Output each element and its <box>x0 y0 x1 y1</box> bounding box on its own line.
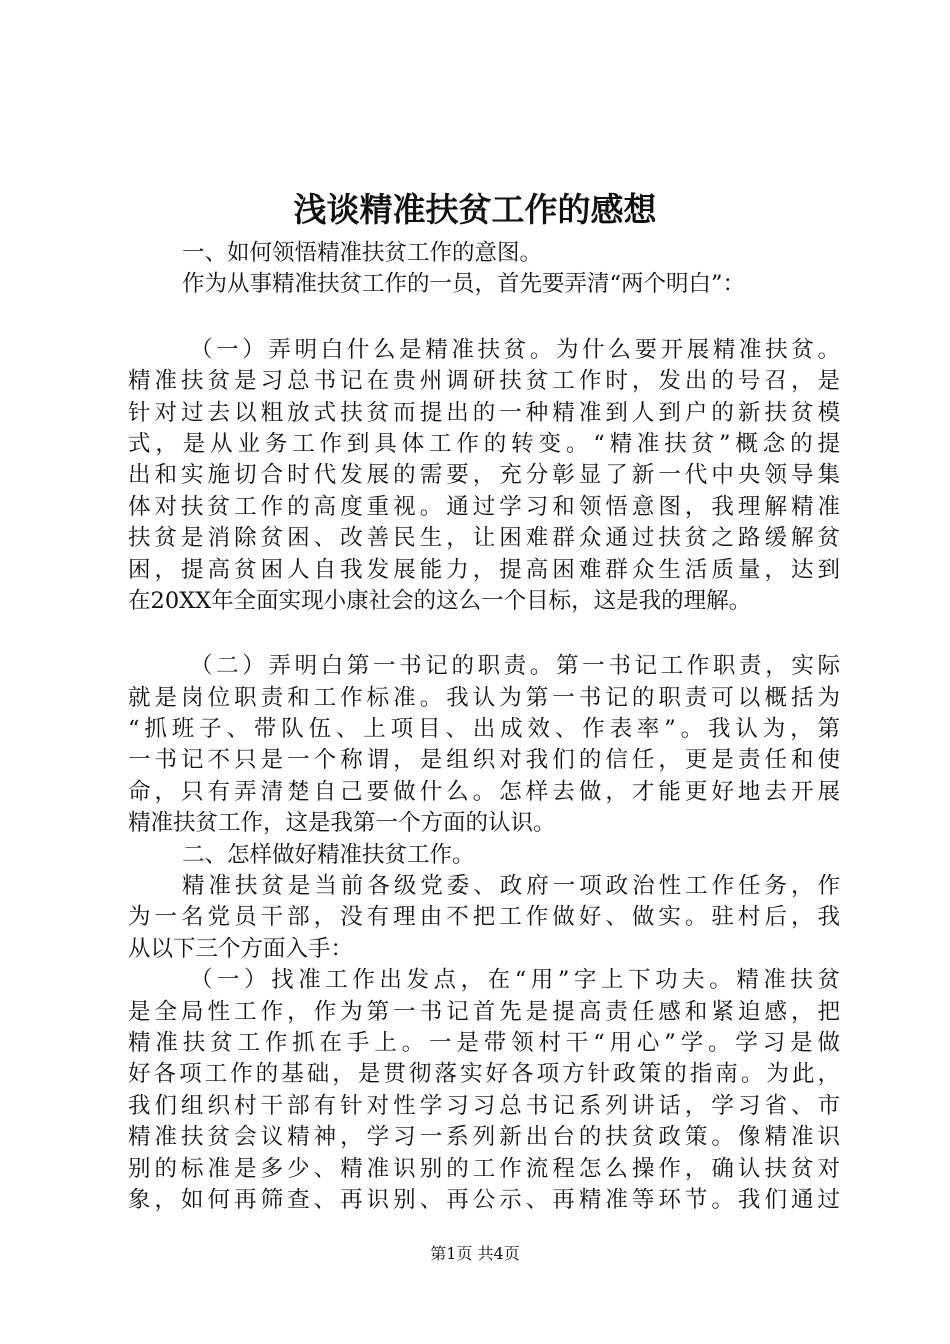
paragraph-line: （二）弄明白第一书记的职责。第一书记工作职责，实际 <box>190 653 840 680</box>
paragraph-gap <box>128 301 840 335</box>
paragraph-gap <box>128 617 840 651</box>
page-number-footer: 第1页 共4页 <box>430 1244 520 1263</box>
paragraph-line: 作为从事精准扶贫工作的一员，首先要弄清“两个明白”： <box>182 271 746 298</box>
paragraph-line: 出和实施切合时代发展的需要，充分彰显了新一代中央领导集 <box>128 462 840 489</box>
paragraph-line: 式，是从业务工作到具体工作的转变。“精准扶贫”概念的提 <box>128 430 840 457</box>
paragraph-line: 精准扶贫会议精神，学习一系列新出台的扶贫政策。像精准识 <box>128 1124 840 1151</box>
paragraph-line: 为一名党员干部，没有理由不把工作做好、做实。驻村后，我 <box>128 904 840 931</box>
paragraph-line: 是全局性工作，作为第一书记首先是提高责任感和紧迫感，把 <box>128 998 840 1025</box>
paragraph-line: 困，提高贫困人自我发展能力，提高困难群众生活质量，达到 <box>128 556 840 583</box>
paragraph-line: 精准扶贫是当前各级党委、政府一项政治性工作任务，作 <box>182 873 840 900</box>
document-body <box>128 238 840 1216</box>
paragraph-line: 命，只有弄清楚自己要做什么。怎样去做，才能更好地去开展 <box>128 778 840 805</box>
paragraph-line: 我们组织村干部有针对性学习习总书记系列讲话，学习省、市 <box>128 1092 840 1119</box>
paragraph-line: 精准扶贫工作抓在手上。一是带领村干“用心”学。学习是做 <box>128 1029 840 1056</box>
paragraph-line: “抓班子、带队伍、上项目、出成效、作表率”。我认为，第 <box>128 716 840 743</box>
heading-1: 一、如何领悟精准扶贫工作的意图。 <box>182 240 543 266</box>
paragraph-line: （一）找准工作出发点，在“用”字上下功夫。精准扶贫 <box>190 967 840 994</box>
paragraph-line: 别的标准是多少、精准识别的工作流程怎么操作，确认扶贫对 <box>128 1155 840 1182</box>
heading-2: 二、怎样做好精准扶贫工作。 <box>182 841 475 868</box>
paragraph-line: 就是岗位职责和工作标准。我认为第一书记的职责可以概括为 <box>128 684 840 711</box>
paragraph-line: 体对扶贫工作的高度重视。通过学习和领悟意图，我理解精准 <box>128 493 840 520</box>
paragraph-line: 扶贫是消除贫困、改善民生，让困难群众通过扶贫之路缓解贫 <box>128 525 840 552</box>
paragraph-line: 好各项工作的基础，是贯彻落实好各项方针政策的指南。为此， <box>128 1061 840 1088</box>
paragraph-line: 精准扶贫是习总书记在贵州调研扶贫工作时，发出的号召，是 <box>128 368 840 395</box>
paragraph-line: 象，如何再筛查、再识别、再公示、再精准等环节。我们通过 <box>128 1186 840 1213</box>
paragraph-line: 一书记不只是一个称谓，是组织对我们的信任，更是责任和使 <box>128 747 840 774</box>
paragraph-line: 在20XX年全面实现小康社会的这么一个目标，这是我的理解。 <box>128 587 752 614</box>
paragraph-line: 精准扶贫工作，这是我第一个方面的认识。 <box>128 810 556 837</box>
paragraph-line: 从以下三个方面入手： <box>128 935 354 962</box>
paragraph-line: 针对过去以粗放式扶贫而提出的一种精准到人到户的新扶贫模 <box>128 399 840 426</box>
document-title: 浅谈精准扶贫工作的感想 <box>293 190 657 229</box>
paragraph-line: （一）弄明白什么是精准扶贫。为什么要开展精准扶贫。 <box>190 336 840 363</box>
